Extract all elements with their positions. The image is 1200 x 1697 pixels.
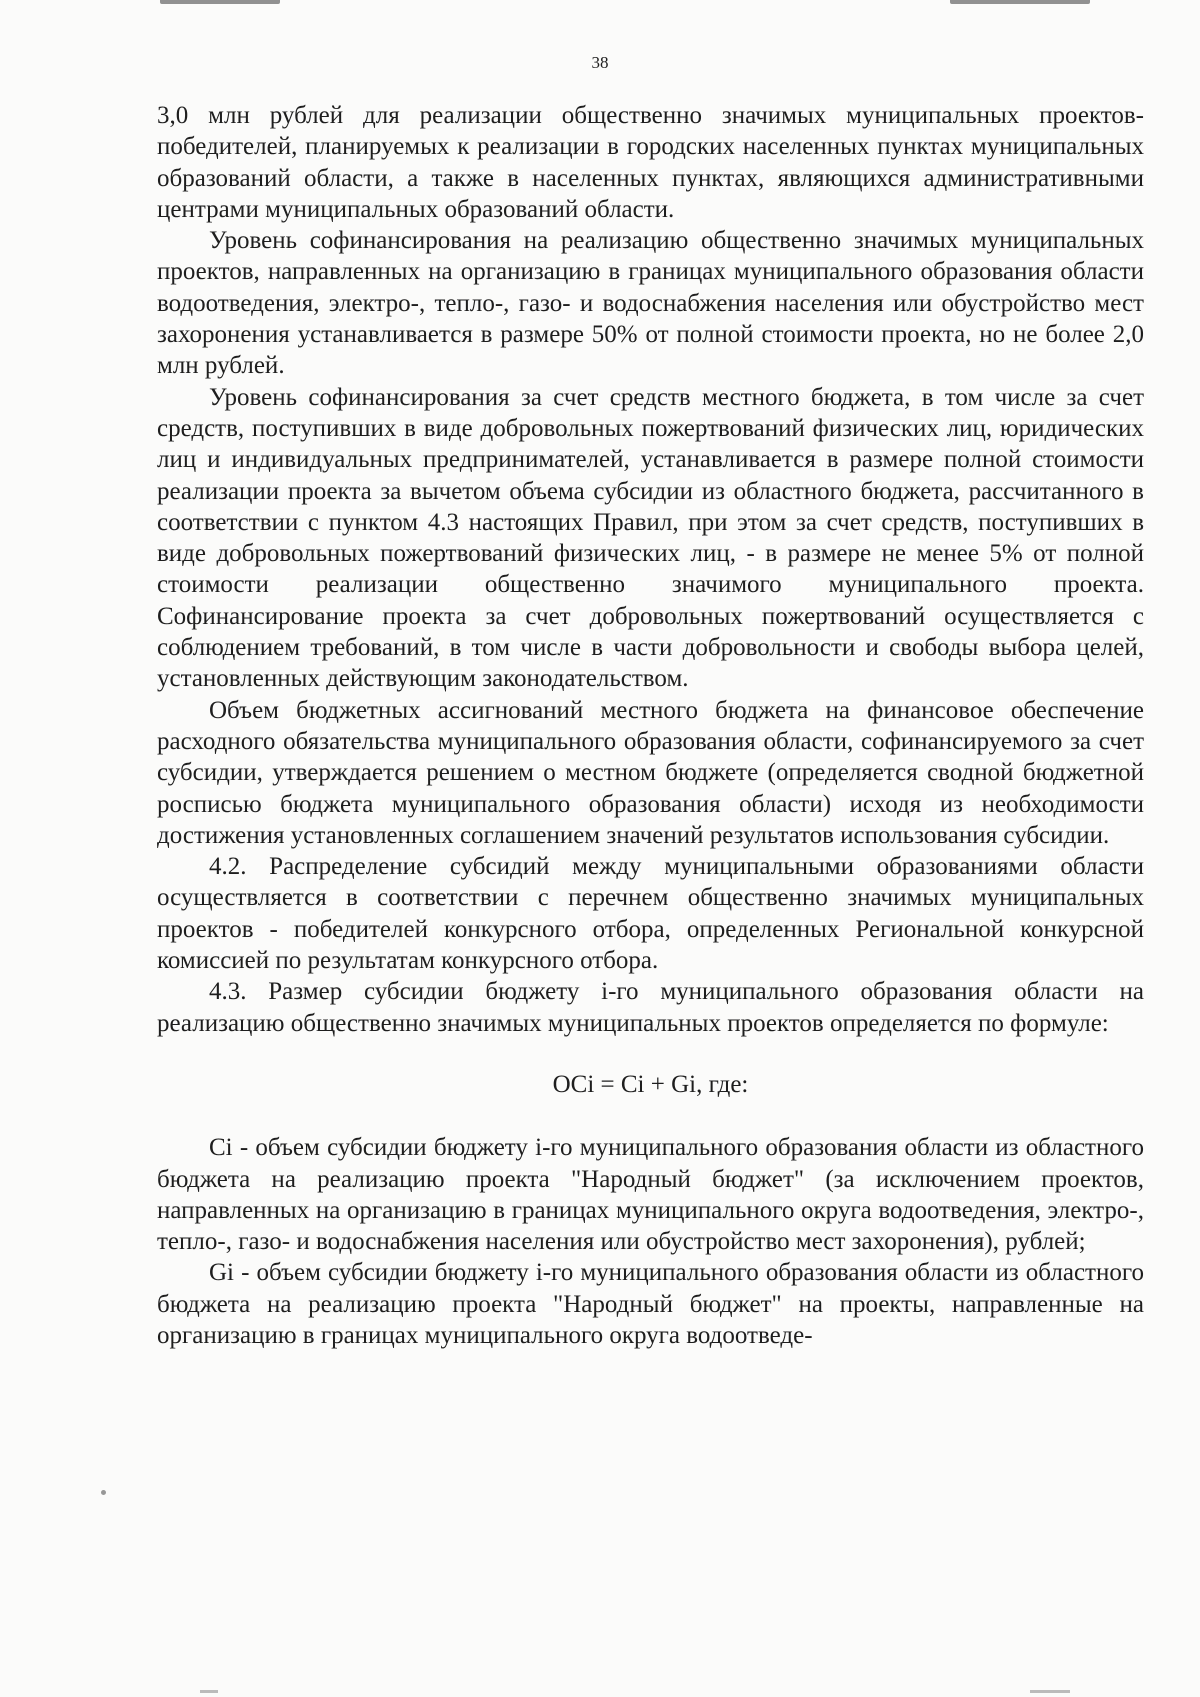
scan-edge-mark bbox=[950, 0, 1090, 4]
paragraph-budget-allocations: Объем бюджетных ассигнований местного бюджета на финансовое обеспечение расходного обязательства муниципального образования области, софинансируемого за счет субсидии, утверждается решением о местном бюджете (определяется сводной бюджетной росписью бюджета муниципального образования области) исходя из необходимости достижения установленных соглашением значений результатов использования субсидии. bbox=[157, 696, 1144, 849]
paragraph-continuation: 3,0 млн рублей для реализации общественно значимых муниципальных проектов-победителей, планируемых к реализации в городских населенных пунктах муниципальных образований области, а также в населенных пунктах, являющихся административными центрами муниципальных образований области. bbox=[157, 102, 1144, 223]
page-number: 38 bbox=[591, 53, 609, 72]
paragraph-local-budget-cofinancing: Уровень софинансирования за счет средств местного бюджета, в том числе за счет средств, поступивших в виде добровольных пожертвований физических лиц, юридических лиц и индивидуальных предпринимателей, устанавливается в размере полной стоимости реализации проекта за вычетом объема субсидии из областного бюджета, рассчитанного в соответствии с пунктом 4.3 настоящих Правил, при этом за счет средств, поступивших в виде добровольных пожертвований физических лиц, - в размере не менее 5% от полной стоимости реализации общественно значимого муниципального проекта. Софинансирование проекта за счет добровольных пожертвований осуществляется с соблюдением требований, в том числе в части добровольности и свободы выбора целей, установленных действующим законодательством. bbox=[157, 383, 1144, 693]
paragraph-4-2: 4.2. Распределение субсидий между муниципальными образованиями области осуществляется в соответствии с перечнем общественно значимых муниципальных проектов - победителей конкурсного отбора, определенных Региональной конкурсной комиссией по результатам конкурсного отбора. bbox=[157, 853, 1144, 975]
paragraph-4-3: 4.3. Размер субсидии бюджету i-го муниципального образования области на реализацию общественно значимых муниципальных проектов определяется по формуле: bbox=[157, 978, 1144, 1037]
definition-gi: Gi - объем субсидии бюджету i-го муниципального образования области из областного бюджета на реализацию проекта "Народный бюджет" на проекты, направленные на организацию в границах муниципального округа водоотведе- bbox=[157, 1259, 1144, 1349]
document-body bbox=[157, 100, 1144, 1351]
scan-speck bbox=[101, 1490, 106, 1495]
formula: OCi = Ci + Gi, где: bbox=[552, 1070, 749, 1098]
scan-edge-mark bbox=[200, 1690, 218, 1693]
scan-edge-mark bbox=[160, 0, 280, 4]
scan-edge-mark bbox=[1030, 1690, 1070, 1693]
paragraph-cofinancing-level: Уровень софинансирования на реализацию общественно значимых муниципальных проектов, направленных на организацию в границах муниципального образования области водоотведения, электро-, тепло-, газо- и водоснабжения населения или обустройство мест захоронения устанавливается в размере 50% от полной стоимости проекта, но не более 2,0 млн рублей. bbox=[157, 227, 1144, 380]
definition-ci: Ci - объем субсидии бюджету i-го муниципального образования области из областного бюджета на реализацию проекта "Народный бюджет" (за исключением проектов, направленных на организацию в границах муниципального округа водоотведения, электро-, тепло-, газо- и водоснабжения населения или обустройство мест захоронения), рублей; bbox=[157, 1134, 1144, 1256]
